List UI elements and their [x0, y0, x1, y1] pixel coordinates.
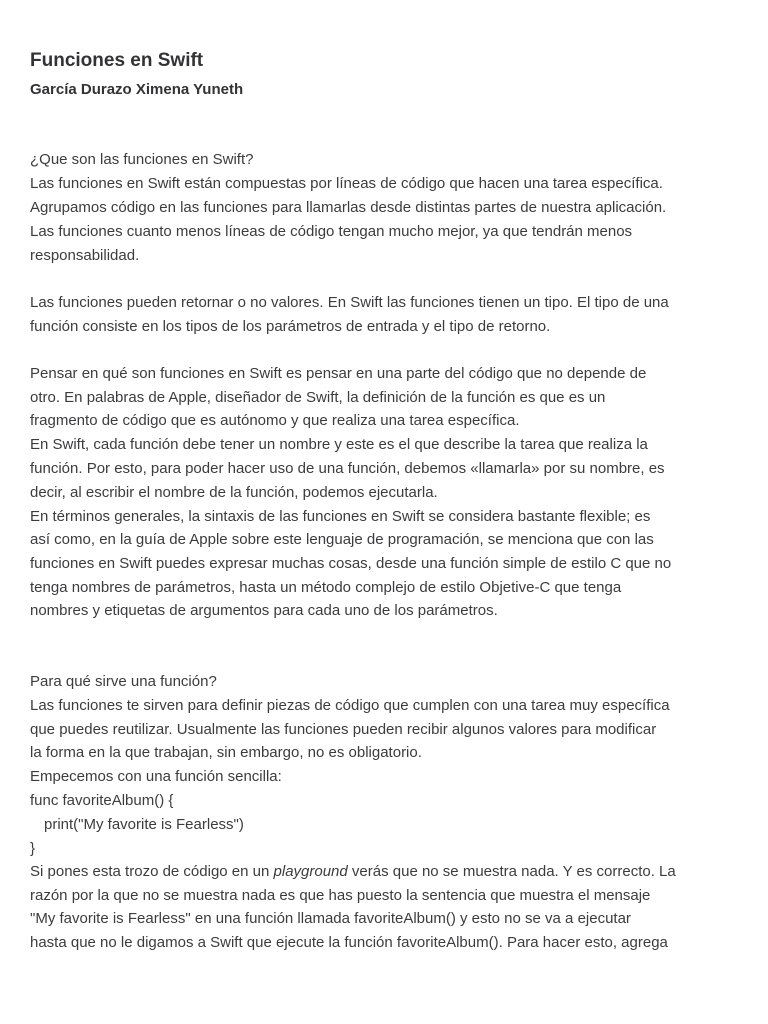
paragraph-line: función consiste en los tipos de los parámetros de entrada y el tipo de retorno.	[30, 318, 551, 335]
paragraph-line: Las funciones en Swift están compuestas por líneas de código que hacen una tarea específica.	[30, 175, 663, 192]
paragraph-line: En Swift, cada función debe tener un nombre y este es el que describe la tarea que realiza la	[30, 436, 648, 453]
paragraph-line: función. Por esto, para poder hacer uso de una función, debemos «llamarla» por su nombre, es	[30, 460, 665, 477]
paragraph-line: Las funciones cuanto menos líneas de código tengan mucho mejor, ya que tendrán menos	[30, 223, 633, 240]
text-span: verás que no se muestra nada. Y es correcto. La	[347, 863, 676, 880]
paragraph-line: decir, al escribir el nombre de la función, podemos ejecutarla.	[30, 484, 438, 501]
paragraph-line: que puedes reutilizar. Usualmente las funciones pueden recibir algunos valores para modificar	[30, 721, 657, 738]
text-span: Si pones esta trozo de código en un	[30, 863, 274, 880]
code-line: print("My favorite is Fearless")	[44, 816, 244, 833]
paragraph-line: Agrupamos código en las funciones para llamarlas desde distintas partes de nuestra aplicación.	[30, 199, 667, 216]
paragraph-line: Para qué sirve una función?	[30, 673, 217, 690]
paragraph-line: tenga nombres de parámetros, hasta un método complejo de estilo Objetive-C que tenga	[30, 579, 622, 596]
code-line: func favoriteAlbum() {	[30, 792, 174, 809]
paragraph-line: otro. En palabras de Apple, diseñador de Swift, la definición de la función es que es un	[30, 389, 606, 406]
paragraph-line: fragmento de código que es autónomo y que realiza una tarea específica.	[30, 412, 520, 429]
paragraph-line: En términos generales, la sintaxis de las funciones en Swift se considera bastante flexible; es	[30, 508, 651, 525]
paragraph-line: funciones en Swift puedes expresar muchas cosas, desde una función simple de estilo C que no	[30, 555, 672, 572]
playground-emphasis: playground	[273, 863, 348, 880]
paragraph-line: ¿Que son las funciones en Swift?	[30, 151, 254, 168]
paragraph-line: razón por la que no se muestra nada es que has puesto la sentencia que muestra el mensaje	[30, 887, 651, 904]
paragraph-line: Las funciones te sirven para definir piezas de código que cumplen con una tarea muy específica	[30, 697, 670, 714]
document-title: Funciones en Swift	[30, 50, 204, 71]
paragraph-line: hasta que no le digamos a Swift que ejecute la función favoriteAlbum(). Para hacer esto, agrega	[30, 934, 668, 951]
paragraph-line: Pensar en qué son funciones en Swift es pensar en una parte del código que no depende de	[30, 365, 647, 382]
code-line: }	[30, 840, 36, 857]
paragraph-line: "My favorite is Fearless" en una función llamada favoriteAlbum() y esto no se va a ejecutar	[30, 910, 631, 927]
paragraph-line: Empecemos con una función sencilla:	[30, 768, 282, 785]
document-author: García Durazo Ximena Yuneth	[30, 81, 244, 98]
paragraph-line: responsabilidad.	[30, 247, 140, 264]
paragraph-line: así como, en la guía de Apple sobre este lenguaje de programación, se menciona que con las	[30, 531, 654, 548]
paragraph-line: nombres y etiquetas de argumentos para cada uno de los parámetros.	[30, 602, 498, 619]
paragraph-line: Las funciones pueden retornar o no valores. En Swift las funciones tienen un tipo. El tipo de una	[30, 294, 669, 311]
paragraph-line: la forma en la que trabajan, sin embargo, no es obligatorio.	[30, 744, 422, 761]
paragraph-line	[30, 862, 676, 882]
